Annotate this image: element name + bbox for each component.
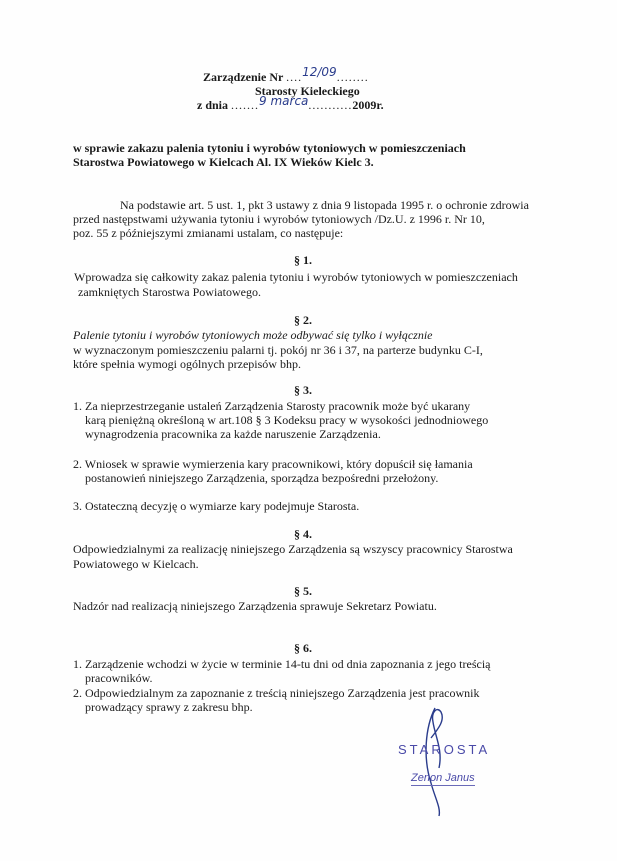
ordinance-number: 12/09 (302, 65, 337, 79)
section-5-heading: § 5. (294, 584, 312, 598)
intro-line-1: Na podstawie art. 5 ust. 1, pkt 3 ustawy z dnia 9 listopada 1995 r. o ochronie zdrowia (120, 198, 529, 212)
date-dots-left: ....... (231, 98, 260, 112)
stamp-title: STAROSTA (398, 742, 491, 757)
section-2-line-3: które spełnia wymogi ogólnych przepisów bhp. (73, 357, 301, 371)
subject-line-1: w sprawie zakazu palenia tytoniu i wyrobów tytoniowych w pomieszczeniach (73, 141, 466, 155)
date-year: 2009r. (352, 98, 384, 112)
section-6-item-1-line-1: 1. Zarządzenie wchodzi w życie w terminie 14-tu dni od dnia zapoznania z jego treścią (73, 657, 491, 671)
section-3-item-1-line-1: 1. Za nieprzestrzeganie ustaleń Zarządzenia Starosty pracownik może być ukarany (73, 399, 471, 413)
section-1-line-1: Wprowadza się całkowity zakaz palenia tytoniu i wyrobów tytoniowych w pomieszczeniach (74, 270, 518, 284)
number-dots-left: .... (286, 70, 303, 84)
section-3-item-1-line-2: karą pieniężną określoną w art.108 § 3 Kodeksu pracy w wysokości jednodniowego (85, 413, 489, 427)
section-3-item-1-line-3: wynagrodzenia pracownika za każde naruszenie Zarządzenia. (85, 427, 381, 441)
date-dots-right: ........... (308, 98, 353, 112)
section-1-heading: § 1. (294, 253, 312, 267)
section-5-line-1: Nadzór nad realizacją niniejszego Zarządzenia sprawuje Sekretarz Powiatu. (73, 599, 437, 613)
section-4-line-2: Powiatowego w Kielcach. (73, 557, 199, 571)
section-6-item-1-line-2: pracowników. (85, 671, 153, 685)
signature-scribble (395, 698, 505, 818)
ordinance-date-line (197, 94, 384, 112)
section-1-line-2: zamkniętych Starostwa Powiatowego. (78, 285, 261, 299)
section-2-line-1: Palenie tytoniu i wyrobów tytoniowych może odbywać się tylko i wyłącznie (73, 328, 433, 342)
intro-line-3: poz. 55 z późniejszymi zmianami ustalam, co następuje: (73, 226, 344, 240)
section-4-line-1: Odpowiedzialnymi za realizację niniejszego Zarządzenia są wszyscy pracownicy Starostwa (73, 542, 513, 556)
section-3-item-3: 3. Ostateczną decyzję o wymiarze kary podejmuje Starosta. (73, 499, 360, 513)
ordinance-title (203, 65, 369, 84)
section-2-line-2: w wyznaczonym pomieszczeniu palarni tj. pokój nr 36 i 37, na parterze budynku C-I, (73, 343, 483, 357)
section-6-item-2-line-2: prowadzący sprawy z zakresu bhp. (85, 700, 253, 714)
ordinance-authority: Starosty Kieleckiego (255, 84, 360, 98)
number-dots-right: ........ (336, 70, 369, 84)
section-3-heading: § 3. (294, 383, 312, 397)
section-2-heading: § 2. (294, 313, 312, 327)
section-6-heading: § 6. (294, 641, 312, 655)
section-3-item-2-line-2: postanowień niniejszego Zarządzenia, sporządza bezpośredni przełożony. (85, 471, 439, 485)
date-prefix: z dnia (197, 98, 229, 112)
section-3-item-2-line-1: 2. Wniosek w sprawie wymierzenia kary pracownikowi, który dopuścił się łamania (73, 457, 473, 471)
stamp-name: Zenon Janus (411, 772, 475, 784)
subject-line-2: Starostwa Powiatowego w Kielcach Al. IX Wieków Kielc 3. (73, 155, 374, 169)
ordinance-title-prefix: Zarządzenie Nr (203, 70, 284, 84)
intro-line-2: przed następstwami używania tytoniu i wyrobów tytoniowych /Dz.U. z 1996 r. Nr 10, (73, 212, 485, 226)
section-4-heading: § 4. (294, 527, 312, 541)
section-6-item-2-line-1: 2. Odpowiedzialnym za zapoznanie z treścią niniejszego Zarządzenia jest pracownik (73, 686, 480, 700)
ordinance-date: 9 marca (259, 94, 309, 108)
